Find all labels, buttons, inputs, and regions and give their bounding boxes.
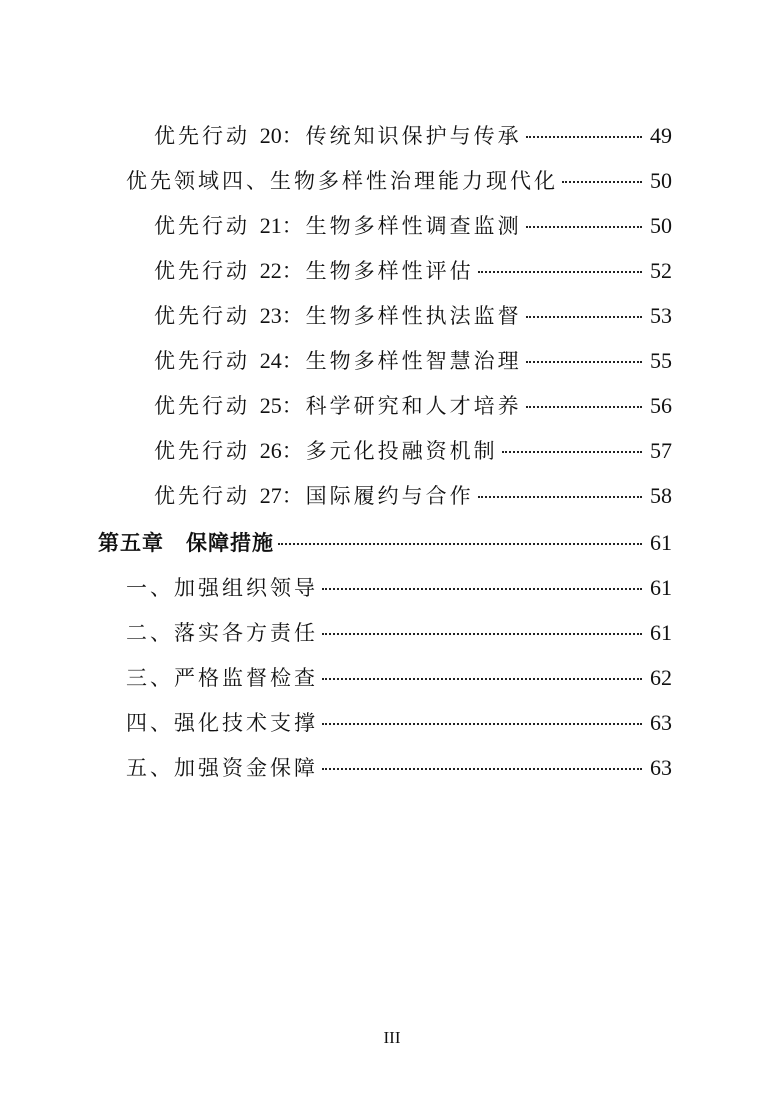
toc-entry-action-22[interactable]: [154, 255, 672, 285]
toc-page-number: 58: [650, 483, 672, 508]
toc-entry-chapter-5[interactable]: [98, 527, 672, 557]
toc-page-number: 61: [650, 575, 672, 600]
dot-leader: [502, 451, 642, 453]
toc-page-number: 56: [650, 393, 672, 418]
toc-entry-title: 一、加强组织领导: [126, 576, 318, 600]
toc-entry-action-25[interactable]: [154, 390, 672, 420]
toc-page-number: 57: [650, 438, 672, 463]
toc-page-number: 63: [650, 710, 672, 735]
dot-leader: [322, 588, 642, 590]
toc-page-number: 52: [650, 258, 672, 283]
toc-entry-title: 四、强化技术支撑: [126, 711, 318, 735]
toc-entry-title: 优先行动 27：国际履约与合作: [154, 483, 474, 508]
dot-leader: [562, 181, 642, 183]
dot-leader: [478, 496, 642, 498]
toc-entry-title: 优先行动 23：生物多样性执法监督: [154, 303, 522, 328]
toc-entry-title: 三、严格监督检查: [126, 666, 318, 690]
dot-leader: [526, 136, 642, 138]
toc-page-number: 50: [650, 168, 672, 193]
toc-entry-action-26[interactable]: [154, 435, 672, 465]
toc-entry-section-1[interactable]: [126, 572, 672, 602]
toc-entry-title: 优先行动 26：多元化投融资机制: [154, 438, 498, 463]
toc-entry-title: 优先行动 21：生物多样性调查监测: [154, 213, 522, 238]
dot-leader: [526, 316, 642, 318]
toc-entry-section-5[interactable]: [126, 752, 672, 782]
toc-entry-title: 第五章 保障措施: [98, 531, 274, 555]
dot-leader: [526, 226, 642, 228]
toc-entry-title: 优先行动 20：传统知识保护与传承: [154, 123, 522, 148]
toc-entry-action-23[interactable]: [154, 300, 672, 330]
toc-entry-action-27[interactable]: [154, 480, 672, 510]
toc-entry-title: 优先领域四、生物多样性治理能力现代化: [126, 169, 558, 193]
toc-entry-action-24[interactable]: [154, 345, 672, 375]
dot-leader: [322, 768, 642, 770]
dot-leader: [526, 406, 642, 408]
toc-entry-section-4[interactable]: [126, 707, 672, 737]
toc-entry-title: 二、落实各方责任: [126, 621, 318, 645]
toc-entry-title: 五、加强资金保障: [126, 756, 318, 780]
dot-leader: [526, 361, 642, 363]
toc-entry-title: 优先行动 24：生物多样性智慧治理: [154, 348, 522, 373]
toc-entry-domain-4[interactable]: [126, 165, 672, 195]
toc-entry-action-20[interactable]: [154, 120, 672, 150]
page-footer-number: III: [383, 1028, 401, 1047]
toc-page-number: 61: [650, 530, 672, 555]
toc-page-number: 53: [650, 303, 672, 328]
dot-leader: [478, 271, 642, 273]
toc-entry-action-21[interactable]: [154, 210, 672, 240]
toc-entry-section-3[interactable]: [126, 662, 672, 692]
toc-entry-title: 优先行动 22：生物多样性评估: [154, 258, 474, 283]
toc-page-number: 49: [650, 123, 672, 148]
toc-page-number: 62: [650, 665, 672, 690]
toc-page-number: 63: [650, 755, 672, 780]
toc-entry-section-2[interactable]: [126, 617, 672, 647]
dot-leader: [278, 543, 642, 545]
toc-entry-title: 优先行动 25：科学研究和人才培养: [154, 393, 522, 418]
toc-page-number: 61: [650, 620, 672, 645]
dot-leader: [322, 723, 642, 725]
dot-leader: [322, 678, 642, 680]
dot-leader: [322, 633, 642, 635]
toc-page-number: 50: [650, 213, 672, 238]
toc-page-number: 55: [650, 348, 672, 373]
